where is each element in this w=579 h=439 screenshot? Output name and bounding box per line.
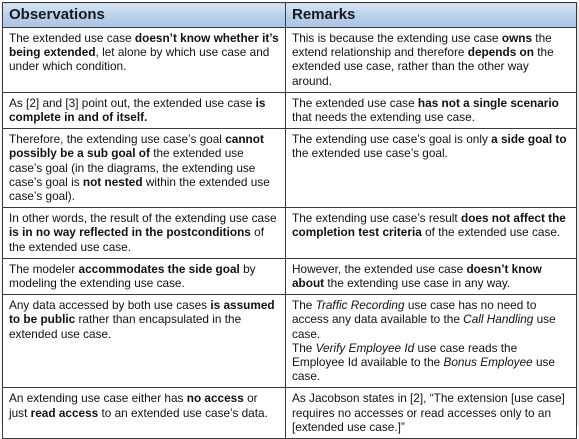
text-run: In other words, the result of the extending use case (9, 211, 277, 226)
table-row (3, 258, 577, 294)
remark-cell (286, 208, 577, 259)
remark-cell (286, 388, 577, 439)
remark-cell (286, 92, 577, 128)
bold-text-run: is complete in and of itself. (9, 95, 266, 125)
bold-text-run: owns (501, 31, 533, 45)
bold-text-run: does not affect the completion test criteria (292, 211, 566, 240)
text-run: the extended use case’s goal. (292, 146, 448, 161)
bold-text-run: not nested (82, 174, 143, 189)
text-run: This is because the extending use case (292, 31, 502, 45)
observations-remarks-table (2, 2, 577, 439)
table-row (3, 208, 577, 259)
table-row (3, 295, 577, 388)
bold-text-run: depends on (467, 45, 534, 60)
remark-cell (286, 295, 577, 388)
text-run: the extending use case in any way. (324, 276, 511, 291)
remark-cell (286, 129, 577, 208)
observation-cell (3, 258, 286, 294)
observation-cell (3, 295, 286, 388)
text-run: The extending use case’s goal is only (292, 132, 492, 147)
remark-cell (286, 28, 577, 93)
bold-text-run: no access (186, 391, 244, 406)
text-run: the extended use case’s goal (in the diagrams, the extending use case’s goal is (9, 146, 256, 189)
table-header-row (3, 3, 577, 28)
bold-text-run: accommodates the side goal (78, 261, 240, 276)
table-row (3, 129, 577, 208)
text-run: the extended use case, rather than the other way around. (292, 45, 554, 88)
observation-cell (3, 388, 286, 439)
bold-text-run: doesn’t know about (292, 261, 542, 291)
italic-text-run: Call Handling (463, 312, 534, 327)
text-run: Therefore, the extending use case’s goal (9, 132, 226, 147)
observation-cell (3, 28, 286, 93)
observations-remarks-table-container (2, 2, 576, 434)
bold-text-run: has not a single scenario (417, 95, 559, 110)
text-run: or just (9, 391, 258, 420)
text-run: use case. (292, 312, 556, 341)
text-run: The modeler (9, 261, 79, 276)
text-run: use case. (292, 355, 555, 384)
text-run: use case reads the Employee Id available to the (292, 340, 518, 370)
text-run: to an extended use case’s data. (98, 405, 268, 420)
italic-text-run: Traffic Recording (315, 298, 405, 313)
table-row (3, 388, 577, 439)
text-run: The (292, 298, 316, 313)
header-remarks: Remarks (286, 3, 577, 28)
table-row (3, 28, 577, 93)
header-observations: Observations (3, 3, 286, 28)
observation-cell (3, 92, 286, 128)
text-run: The (292, 340, 316, 355)
text-run: The extended use case (9, 31, 135, 45)
bold-text-run: is assumed to be public (9, 298, 275, 327)
text-run: The extending use case’s result (292, 211, 461, 226)
table-row (3, 92, 577, 128)
bold-text-run: cannot possibly be a sub goal of (9, 132, 264, 161)
observation-cell (3, 208, 286, 259)
table-body (3, 28, 577, 439)
text-run: that needs the extending use case. (292, 110, 475, 125)
text-run: within the extended use case’s goal). (9, 174, 270, 204)
text-run: As [2] and [3] point out, the extended use case (9, 95, 256, 110)
text-run: by modeling the extending use case. (9, 261, 256, 291)
text-run: , let alone by which use case and under which condition. (9, 45, 270, 74)
text-run: Any data accessed by both use cases (9, 298, 211, 313)
text-run: As Jacobson states in [2], “The extension [use case] requires no accesses or read accesses only to an [extended use case.]” (292, 391, 565, 434)
text-run: use case has no need to access any data available to the (292, 298, 537, 327)
text-run: The extended use case (292, 95, 418, 110)
bold-text-run: a side goal to (491, 132, 567, 147)
text-run: of the extended use case. (9, 225, 264, 254)
text-run: the extend relationship and therefore (292, 31, 552, 60)
text-run: of the extended use case. (421, 225, 561, 240)
bold-text-run: doesn’t know whether it’s being extended (9, 31, 279, 60)
text-run: However, the extended use case (292, 261, 467, 276)
remark-cell (286, 258, 577, 294)
bold-text-run: read access (30, 405, 99, 420)
observation-cell (3, 129, 286, 208)
italic-text-run: Verify Employee Id (315, 340, 415, 355)
italic-text-run: Bonus Employee (443, 355, 533, 370)
text-run: An extending use case either has (9, 391, 187, 406)
bold-text-run: is in no way reflected in the postconditions (9, 225, 251, 240)
text-run: rather than encapsulated in the extended use case. (9, 312, 242, 341)
